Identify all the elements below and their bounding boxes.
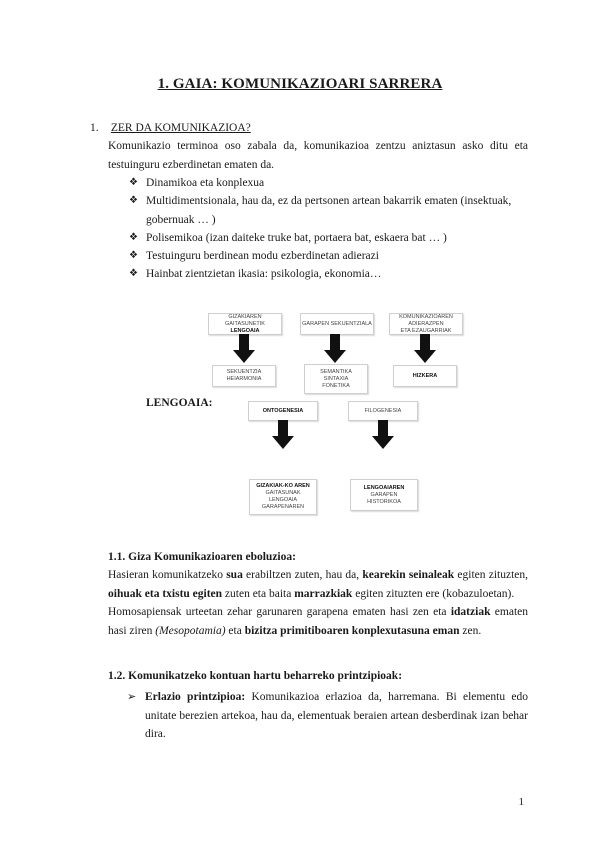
section-intro: Komunikazio terminoa oso zabala da, komunikazioa zentzu aniztasun asko ditu eta testuinguru ezberdinetan ematen da. — [108, 140, 528, 171]
diamond-bullet-icon: ❖ — [129, 250, 138, 261]
diagram-box-top: GARAPEN SEKUENTZIALA — [300, 313, 374, 335]
principle-item: ➢ Erlazio printzipioa: Komunikazioa erlazioa da, harremana. Bi elementu edo unitate berezien artekoa, hau da, elementuak beraien artean desberdinak izan behar dira. — [127, 688, 528, 744]
diagram-box-top: KOMUNIKAZIOAREN ADIERAZPEN ETA EZAUGARRIAK — [389, 313, 463, 335]
down-arrow-icon — [323, 334, 347, 364]
diagram-box-top: GIZAKIAREN GAITASUNETIK LENGOAIA — [208, 313, 282, 335]
page-number: 1 — [518, 796, 524, 808]
bullet-item: ❖ Multidimentsionala, hau da, ez da pertsonen artean bakarrik ematen (insektuak, gobernuak … ) — [129, 192, 528, 229]
diagram-box-bottom: LENGOAIAREN GARAPEN HISTORIKOA — [350, 479, 418, 511]
diagram-box-top: FILOGENESIA — [348, 401, 418, 421]
bullet-item: ❖ Hainbat zientzietan ikasia: psikologia, ekonomia… — [129, 265, 528, 284]
diamond-bullet-icon: ❖ — [129, 177, 138, 188]
diamond-bullet-icon: ❖ — [129, 268, 138, 279]
page-title: 1. GAIA: KOMUNIKAZIOARI SARRERA — [157, 76, 443, 92]
down-arrow-icon — [413, 334, 437, 364]
diagram-box-top: ONTOGENESIA — [248, 401, 318, 421]
bullet-item: ❖ Testuinguru berdinean modu ezberdinetan adierazi — [129, 247, 528, 266]
down-arrow-icon — [232, 334, 256, 364]
diamond-bullet-icon: ❖ — [129, 232, 138, 243]
section-number: 1. — [90, 122, 99, 134]
diagram-box-bottom: SEKUENTZIA HEIARMONIA — [212, 365, 276, 387]
section-heading — [90, 122, 251, 134]
diamond-bullet-icon: ❖ — [129, 195, 138, 206]
paragraph: Hasieran komunikatzeko sua erabiltzen zuten, hau da, kearekin seinaleak egiten zituzten, oihuak eta txistu egiten zuten eta baita marrazkiak egiten zituzten ere (kobazuloetan). — [108, 569, 528, 600]
arrow-bullet-icon: ➢ — [127, 691, 137, 703]
section-heading-text: ZER DA KOMUNIKAZIOA? — [110, 122, 251, 134]
diagram-box-bottom: SEMANTIKA SINTAXIA FONETIKA — [304, 364, 368, 394]
bullet-item: ❖ Dinamikoa eta konplexua — [129, 174, 528, 193]
subsection-heading: 1.1. Giza Komunikazioaren eboluzioa: — [108, 551, 296, 563]
diagram-box-bottom: GIZAKIAK-KO AREN GAITASUNAK LENGOAIA GARAPENAREN — [249, 479, 317, 515]
lengoaia-label: LENGOAIA: — [146, 397, 213, 409]
subsection-heading: 1.2. Komunikatzeko kontuan hartu beharreko printzipioak: — [108, 670, 403, 682]
down-arrow-icon — [371, 420, 395, 450]
paragraph: Homosapiensak urteetan zehar garunaren garapena ematen hasi zen eta idatziak ematen hasi ziren (Mesopotamia) eta bizitza primitiboaren konplexutasuna eman zen. — [108, 606, 528, 637]
down-arrow-icon — [271, 420, 295, 450]
diagram-box-bottom: HIZKERA — [393, 365, 457, 387]
bullet-item: ❖ Polisemikoa (izan daiteke truke bat, portaera bat, eskaera bat … ) — [129, 229, 528, 248]
